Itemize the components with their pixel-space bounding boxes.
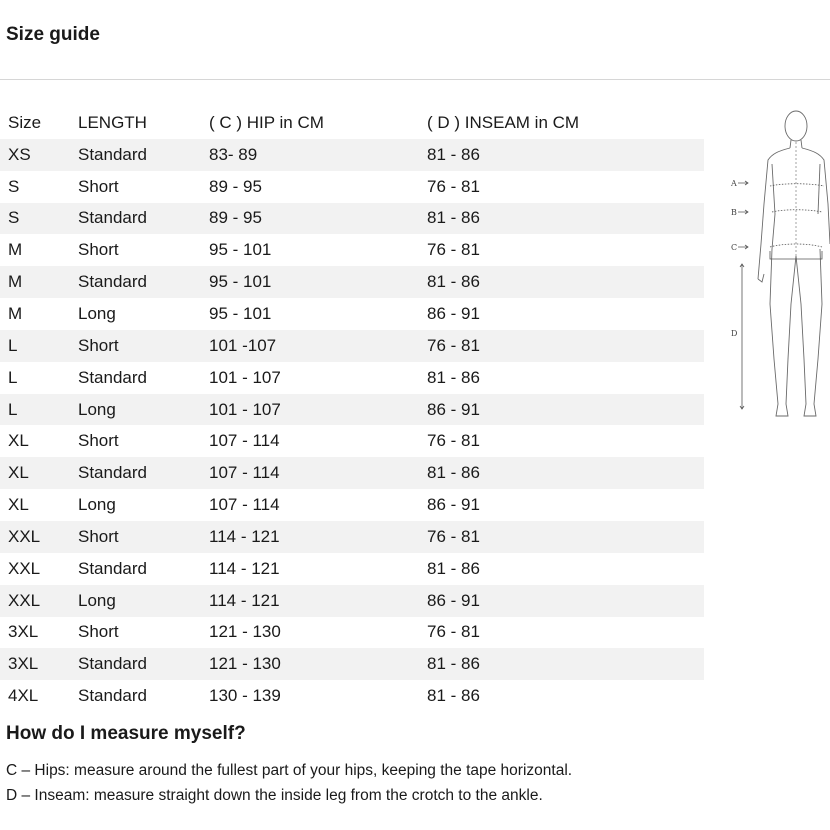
measurement-figure — [728, 104, 830, 424]
cell-size: XXL — [0, 521, 70, 553]
cell-length: Long — [78, 303, 116, 323]
cell-hip: 121 - 130 — [201, 648, 419, 680]
cell-inseam: 76 - 81 — [427, 240, 480, 260]
table-row — [0, 266, 704, 298]
cell-length: Standard — [78, 558, 147, 578]
cell-inseam: 81 - 86 — [427, 686, 480, 706]
table-row — [0, 394, 704, 426]
cell-hip: 114 - 121 — [209, 558, 280, 578]
cell-hip: 101 - 107 — [209, 367, 281, 387]
cell-size: XL — [8, 495, 29, 515]
cell-hip: 114 - 121 — [201, 521, 419, 553]
figure-label-d: D — [731, 329, 738, 338]
cell-inseam: 81 - 86 — [419, 139, 704, 171]
cell-size: XS — [0, 139, 70, 171]
cell-inseam: 76 - 81 — [427, 622, 480, 642]
cell-hip: 107 - 114 — [209, 431, 280, 451]
size-table — [0, 107, 704, 712]
table-row — [0, 585, 704, 617]
cell-hip: 114 - 121 — [201, 585, 419, 617]
cell-inseam: 76 - 81 — [427, 431, 480, 451]
cell-hip: 101 - 107 — [201, 394, 419, 426]
cell-length: Standard — [70, 648, 201, 680]
cell-inseam: 86 - 91 — [427, 495, 480, 515]
cell-hip: 107 - 114 — [209, 495, 280, 515]
table-row — [0, 298, 704, 330]
inseam-instruction: D – Inseam: measure straight down the inside leg from the crotch to the ankle. — [6, 787, 543, 804]
cell-size: M — [0, 266, 70, 298]
cell-length: Short — [78, 240, 119, 260]
cell-length: Short — [70, 330, 201, 362]
cell-length: Standard — [70, 266, 201, 298]
header-divider — [0, 79, 830, 80]
cell-length: Standard — [70, 139, 201, 171]
cell-size: XL — [8, 431, 29, 451]
figure-label-c: C — [731, 243, 738, 252]
cell-length: Long — [78, 495, 116, 515]
table-row — [0, 457, 704, 489]
cell-hip: 121 - 130 — [209, 622, 281, 642]
cell-length: Long — [70, 394, 201, 426]
cell-inseam: 81 - 86 — [427, 367, 480, 387]
table-row — [0, 362, 704, 394]
cell-hip: 89 - 95 — [209, 176, 262, 196]
cell-size: XXL — [0, 585, 70, 617]
table-row — [0, 680, 704, 712]
table-row — [0, 617, 704, 649]
cell-hip: 95 - 101 — [209, 303, 272, 323]
cell-length: Standard — [70, 203, 201, 235]
cell-inseam: 81 - 86 — [419, 648, 704, 680]
cell-length: Standard — [78, 686, 147, 706]
cell-length: Standard — [70, 457, 201, 489]
cell-size: L — [8, 367, 18, 387]
cell-length: Short — [78, 176, 119, 196]
cell-hip: 130 - 139 — [209, 686, 281, 706]
figure-label-a: A — [731, 179, 737, 188]
cell-inseam: 86 - 91 — [427, 303, 480, 323]
cell-inseam: 76 - 81 — [419, 330, 704, 362]
cell-size: XXL — [8, 558, 41, 578]
cell-inseam: 86 - 91 — [419, 585, 704, 617]
table-row — [0, 234, 704, 266]
cell-size: S — [8, 176, 20, 196]
cell-length: Short — [78, 622, 119, 642]
cell-hip: 107 - 114 — [201, 457, 419, 489]
table-body — [0, 139, 704, 712]
cell-size: M — [8, 303, 23, 323]
cell-hip: 95 - 101 — [201, 266, 419, 298]
cell-size: S — [0, 203, 70, 235]
page-title: Size guide — [6, 24, 100, 45]
body-outline-illustration — [728, 104, 830, 424]
cell-length: Short — [70, 521, 201, 553]
cell-size: 3XL — [8, 622, 39, 642]
table-row — [0, 330, 704, 362]
table-row — [0, 489, 704, 521]
table-row — [0, 553, 704, 585]
column-header-size: Size — [8, 112, 42, 132]
table-row — [0, 648, 704, 680]
cell-hip: 101 -107 — [201, 330, 419, 362]
measure-heading: How do I measure myself? — [6, 723, 246, 744]
table-row — [0, 171, 704, 203]
cell-inseam: 81 - 86 — [419, 457, 704, 489]
table-row — [0, 203, 704, 235]
column-header-hip: ( C ) HIP in CM — [209, 112, 324, 132]
cell-size: M — [8, 240, 23, 260]
hip-instruction: C – Hips: measure around the fullest part of your hips, keeping the tape horizontal. — [6, 762, 573, 779]
table-row — [0, 521, 704, 553]
cell-hip: 89 - 95 — [201, 203, 419, 235]
cell-hip: 83- 89 — [201, 139, 419, 171]
cell-size: L — [0, 330, 70, 362]
column-header-length: LENGTH — [78, 112, 147, 132]
table-row — [0, 425, 704, 457]
cell-length: Standard — [78, 367, 147, 387]
cell-size: 4XL — [8, 686, 39, 706]
cell-inseam: 81 - 86 — [427, 558, 480, 578]
cell-size: 3XL — [0, 648, 70, 680]
cell-length: Long — [70, 585, 201, 617]
cell-inseam: 81 - 86 — [419, 203, 704, 235]
cell-hip: 95 - 101 — [209, 240, 272, 260]
cell-size: XL — [0, 457, 70, 489]
cell-inseam: 76 - 81 — [427, 176, 480, 196]
cell-inseam: 86 - 91 — [419, 394, 704, 426]
cell-inseam: 76 - 81 — [419, 521, 704, 553]
column-header-inseam: ( D ) INSEAM in CM — [427, 112, 580, 132]
cell-length: Short — [78, 431, 119, 451]
cell-inseam: 81 - 86 — [419, 266, 704, 298]
figure-label-b: B — [731, 208, 737, 217]
table-row — [0, 139, 704, 171]
cell-size: L — [0, 394, 70, 426]
table-header-row — [0, 107, 704, 139]
